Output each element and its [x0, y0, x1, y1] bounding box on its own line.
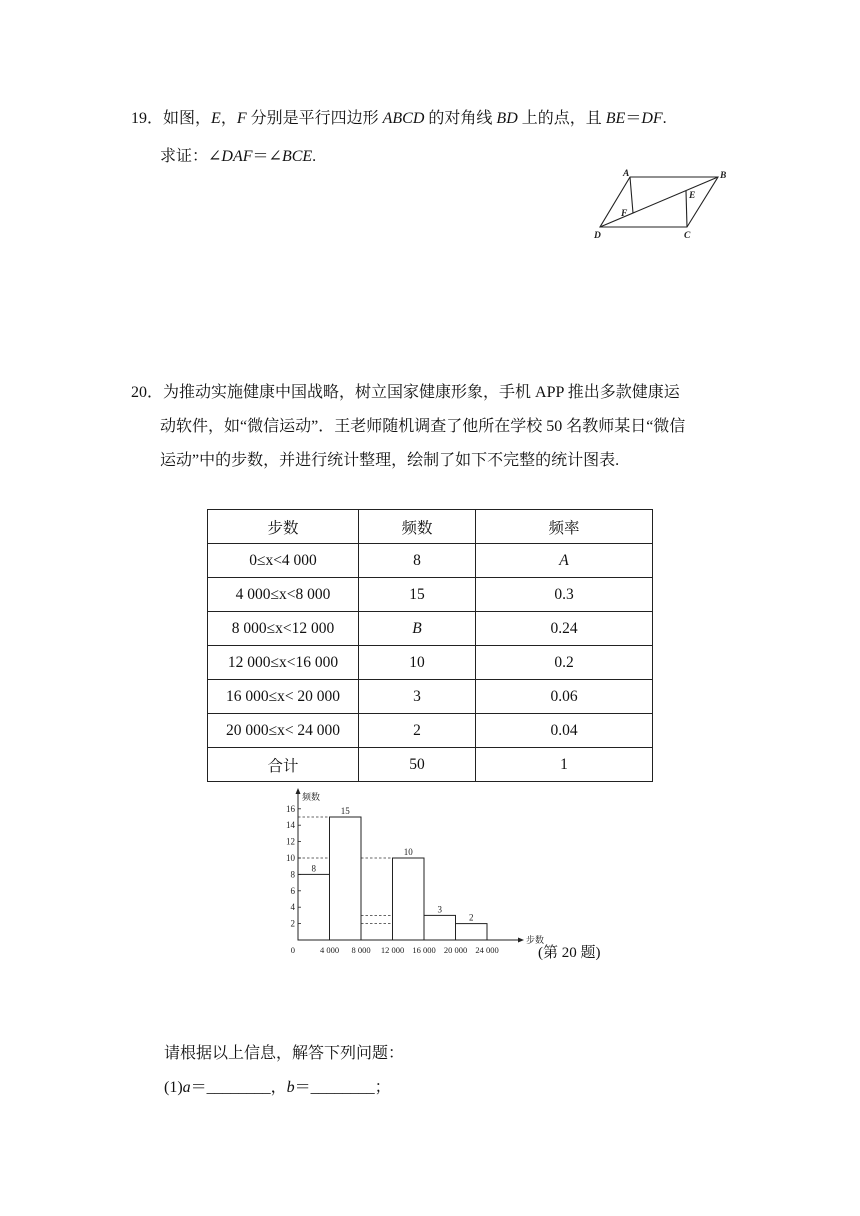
table-row [208, 646, 653, 680]
y-tick-label: 8 [290, 869, 295, 880]
x-tick-label: 0 [290, 945, 295, 955]
q20-text: 为推动实施健康中国战略，树立国家健康形象，手机 APP 推出多款健康运 [163, 384, 680, 401]
y-tick-label: 14 [286, 820, 295, 831]
histogram-bar [456, 924, 488, 940]
bar-value-label: 2 [469, 912, 474, 923]
q19-text: 分别是平行四边形 [246, 110, 383, 127]
q19-text: ， [220, 110, 237, 127]
x-axis-arrow [518, 938, 524, 943]
table-cell: 50 [359, 748, 476, 782]
q19-line1 [131, 108, 667, 130]
y-axis-arrow [296, 788, 301, 794]
table-cell: 8 000≤x<12 000 [208, 612, 359, 646]
table-cell: 0.06 [476, 680, 653, 714]
y-axis-title: 频数 [302, 792, 321, 802]
q20-line1 [131, 382, 680, 404]
parallelogram-figure [590, 165, 735, 245]
label-b: B [720, 171, 727, 181]
q19-text: ＝ [252, 148, 269, 165]
q19-text: 求证： [160, 148, 209, 165]
y-tick-label: 2 [290, 918, 295, 929]
var-a: a [182, 1079, 191, 1096]
answer-blank-b: ＝________； [294, 1079, 391, 1096]
table-row [208, 544, 653, 578]
table-cell: 0.24 [476, 612, 653, 646]
answer-blank-a: ＝________， [190, 1079, 287, 1096]
segment-af [630, 177, 633, 213]
y-tick-label: 6 [290, 885, 295, 896]
y-tick-label: 16 [286, 803, 295, 814]
bar-value-label: 10 [403, 847, 413, 857]
table-cell: 0.2 [476, 646, 653, 680]
q19-text: 上的点，且 [517, 110, 606, 127]
table-cell: 合计 [208, 748, 359, 782]
sub-number: (1) [164, 1079, 183, 1096]
label-e: E [689, 191, 696, 201]
table-cell: 8 [359, 544, 476, 578]
table-cell: 0≤x<4 000 [208, 544, 359, 578]
diagonal-bd [600, 177, 718, 227]
table-cell: B [359, 612, 476, 646]
q19-text: 的对角线 [424, 110, 497, 127]
histogram-bar [393, 858, 425, 940]
q19-var: F [236, 110, 247, 127]
x-axis-title: 步数 [526, 935, 545, 945]
table-cell: 2 [359, 714, 476, 748]
frequency-histogram [270, 786, 550, 958]
table-cell: 20 000≤x< 24 000 [208, 714, 359, 748]
label-f: F [621, 209, 628, 219]
q20-line2: 动软件，如“微信运动”．王老师随机调查了他所在学校 50 名教师某日“微信 [160, 418, 686, 435]
table-cell: 4 000≤x<8 000 [208, 578, 359, 612]
table-cell: 12 000≤x<16 000 [208, 646, 359, 680]
figure-caption: (第 20 题) [538, 945, 601, 961]
table-cell: 0.04 [476, 714, 653, 748]
table-row [208, 612, 653, 646]
table-header: 步数 [208, 510, 359, 544]
var-b: b [286, 1079, 295, 1096]
q19-var: ABCD [382, 110, 425, 127]
q20-sub1 [164, 1077, 391, 1099]
q19-text: . [662, 110, 667, 127]
x-tick-label: 24 000 [475, 945, 499, 955]
q19-angle: ∠BCE [268, 148, 313, 165]
segment-ce [686, 191, 687, 227]
table-row [208, 578, 653, 612]
x-tick-label: 20 000 [443, 945, 468, 955]
q20-prompt: 请根据以上信息，解答下列问题： [164, 1045, 405, 1062]
table-cell: 16 000≤x< 20 000 [208, 680, 359, 714]
q19-angle: ∠DAF [208, 148, 253, 165]
q19-text: . [312, 148, 317, 165]
label-a: A [623, 169, 630, 179]
x-tick-label: 16 000 [412, 945, 436, 955]
bar-value-label: 15 [340, 806, 350, 816]
table-row [208, 680, 653, 714]
table-header: 频数 [359, 510, 476, 544]
q19-text: 如图， [163, 110, 212, 127]
q19-var: BE [605, 110, 626, 127]
q19-var: BD [496, 110, 518, 127]
histogram-bar [424, 915, 456, 940]
q19-var: DF [641, 110, 663, 127]
y-tick-label: 4 [290, 902, 295, 913]
label-c: C [684, 231, 691, 241]
x-tick-label: 8 000 [351, 945, 371, 955]
histogram-bar [298, 874, 330, 940]
q20-line3: 运动”中的步数，并进行统计整理，绘制了如下不完整的统计图表. [160, 452, 620, 469]
table-cell: 3 [359, 680, 476, 714]
q19-line2 [160, 146, 316, 168]
label-d: D [594, 231, 601, 241]
table-cell: 15 [359, 578, 476, 612]
q19-text: ＝ [625, 110, 642, 127]
table-row [208, 748, 653, 782]
table-cell: 1 [476, 748, 653, 782]
table-header-row [208, 510, 653, 544]
histogram-bar [330, 817, 362, 940]
table-header: 频率 [476, 510, 653, 544]
bar-value-label: 8 [311, 863, 316, 874]
q19-number: 19． [131, 110, 164, 127]
q19-var: E [211, 110, 221, 127]
frequency-table [207, 509, 653, 782]
y-tick-label: 10 [286, 853, 295, 863]
y-tick-label: 12 [286, 836, 295, 847]
table-cell: 0.3 [476, 578, 653, 612]
x-tick-label: 4 000 [319, 945, 340, 955]
table-cell: A [476, 544, 653, 578]
bar-value-label: 3 [437, 904, 442, 915]
table-row [208, 714, 653, 748]
q20-number: 20． [131, 384, 164, 401]
x-tick-label: 12 000 [380, 945, 405, 955]
table-cell: 10 [359, 646, 476, 680]
